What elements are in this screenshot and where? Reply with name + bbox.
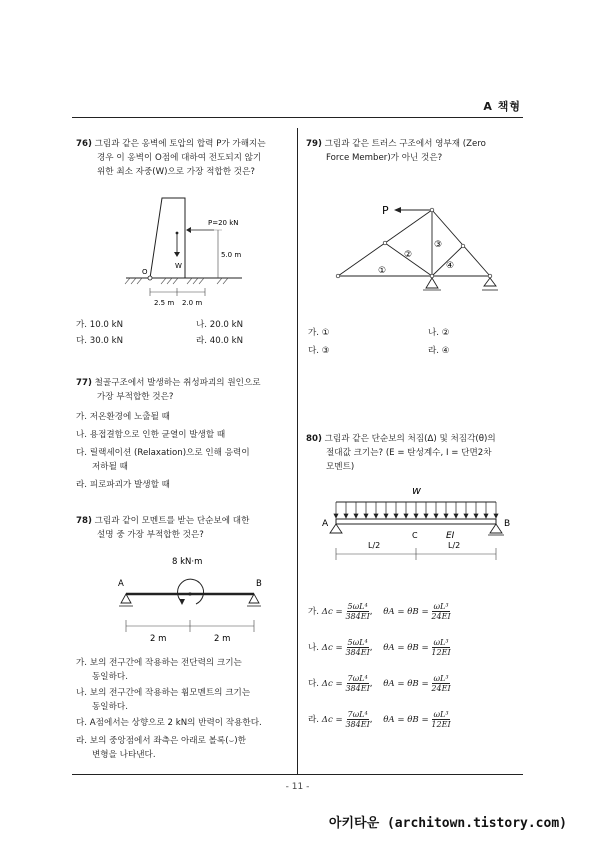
q80-option-a-delta-num: 5ωL⁴ [347, 602, 368, 611]
q77-option-c[interactable]: 다. 릴랙세이션 (Relaxation)으로 인해 응력이 [76, 448, 250, 458]
q77-option-d[interactable]: 라. 피로파괴가 발생할 때 [76, 480, 170, 490]
q80-option-a-delta-sym: Δc = [321, 607, 343, 617]
q80-option-c-theta-frac [431, 674, 450, 693]
load-arrow-head [424, 514, 428, 518]
q78-option-b-cont: 동일하다. [92, 702, 128, 712]
q80-option-b-delta-num: 5ωL⁴ [347, 638, 368, 647]
q80-point-c: C [412, 531, 418, 540]
q78-dim-2: 2 m [214, 634, 231, 644]
q76-stem [76, 137, 292, 179]
q80-option-a-delta-frac [345, 602, 369, 621]
q79-member-4: ④ [446, 261, 455, 271]
q80-option-c-theta-sym: θA = θB = [383, 679, 429, 689]
q80-beam-figure [316, 482, 522, 574]
q79-stem [306, 137, 526, 165]
q76-retaining-wall-figure [122, 190, 282, 310]
q79-line-1: 그림과 같은 트러스 구조에서 영부재 (Zero [324, 139, 486, 149]
load-arrow-head [414, 514, 418, 518]
q80-option-a-delta-den: 384EI [345, 612, 370, 621]
q80-line-3: 모멘트) [326, 462, 355, 472]
q79-load-p: P [382, 204, 389, 217]
footer-rule [72, 774, 523, 775]
q80-option-b[interactable]: 나. Δc = $\frac{\text{5ωL⁴}}{384EI}$ , θA = θB = $\frac{\text{ωL³}}{12EI}$ [308, 638, 451, 657]
q77-option-c-cont: 저하될 때 [92, 462, 128, 472]
q80-option-d-theta-sym: θA = θB = [383, 715, 429, 725]
q80-option-b-theta-sym: θA = θB = [383, 643, 429, 653]
q80-dim-1: L/2 [368, 541, 381, 550]
q78-number: 78) [76, 516, 92, 526]
q80-option-d-theta-den: 12EI [431, 720, 451, 729]
q79-option-a[interactable]: 가. ① [308, 328, 330, 338]
load-arrow-head [464, 514, 468, 518]
q76-line-1: 그림과 같은 옹벽에 토압의 합력 P가 가해지는 [94, 139, 266, 149]
q76-option-a[interactable]: 가. 10.0 kN [76, 320, 124, 330]
q78-point-a: A [118, 579, 124, 589]
q76-option-c[interactable]: 다. 30.0 kN [76, 336, 124, 346]
q80-option-a-theta-frac [431, 602, 450, 621]
load-arrow-head [454, 514, 458, 518]
q78-option-b[interactable]: 나. 보의 전구간에 작용하는 휨모멘트의 크기는 [76, 688, 251, 698]
q79-member-2: ② [404, 250, 413, 260]
q78-option-d[interactable]: 라. 보의 중앙점에서 좌측은 아래로 볼록(⌣)한 [76, 736, 246, 746]
q80-point-b: B [504, 519, 511, 529]
q76-force-label: P=20 kN [208, 219, 239, 227]
q77-number: 77) [76, 378, 92, 388]
load-arrow-head [394, 514, 398, 518]
q80-option-b-delta-sym: Δc = [321, 643, 343, 653]
q80-line-1: 그림과 같은 단순보의 처짐(Δ) 및 처짐각(θ)의 [324, 434, 496, 444]
q80-ei-label: EI [446, 531, 455, 541]
q77-stem [76, 376, 292, 404]
header-rule [72, 117, 523, 118]
q80-option-c-delta-sym: Δc = [321, 679, 343, 689]
q78-dim-1: 2 m [150, 634, 167, 644]
q77-line-2: 가장 부적합한 것은? [97, 392, 174, 402]
q79-option-b[interactable]: 나. ② [428, 328, 450, 338]
load-arrow-head [364, 514, 368, 518]
q80-option-d-label: 라. [308, 715, 320, 725]
load-arrow-head [444, 514, 448, 518]
watermark-text: 아키타운 (architown.tistory.com) [328, 816, 567, 831]
q78-moment-label: 8 kN·m [172, 557, 203, 567]
q77-option-a[interactable]: 가. 저온환경에 노출될 때 [76, 412, 170, 422]
q77-option-b[interactable]: 나. 용접결함으로 인한 균열이 발생할 때 [76, 430, 226, 440]
q80-stem [306, 432, 530, 474]
q80-option-d-theta-num: ωL³ [433, 710, 449, 719]
q76-option-d[interactable]: 라. 40.0 kN [196, 336, 244, 346]
q79-line-2: Force Member)가 아닌 것은? [326, 153, 443, 163]
q78-beam-figure [110, 552, 280, 647]
q80-option-a-theta-den: 24EI [431, 612, 451, 621]
load-arrow-head [384, 514, 388, 518]
q80-option-d-delta-sym: Δc = [321, 715, 343, 725]
load-arrow-head [404, 514, 408, 518]
q80-option-a-label: 가. [308, 607, 320, 617]
q80-line-2: 절대값 크기는? (E = 탄성계수, I = 단면2차 [326, 448, 492, 458]
load-arrow-head [334, 514, 338, 518]
q76-dim-1: 2.5 m [154, 299, 175, 307]
load-arrow-head [354, 514, 358, 518]
q78-line-2: 설명 중 가장 부적합한 것은? [97, 530, 204, 540]
q78-option-a-cont: 동일하다. [92, 672, 128, 682]
booklet-type-label: A 책형 [483, 100, 521, 113]
q79-truss-figure [330, 198, 510, 298]
q80-option-c[interactable]: 다. Δc = $\frac{\text{7ωL⁴}}{384EI}$ , θA = θB = $\frac{\text{ωL³}}{24EI}$ [308, 674, 451, 693]
q80-option-d-theta-frac [431, 710, 450, 729]
q78-point-b: B [256, 579, 262, 589]
q80-option-d-delta-frac [345, 710, 369, 729]
q80-option-a-theta-sym: θA = θB = [383, 607, 429, 617]
q80-option-b-delta-den: 384EI [345, 648, 370, 657]
load-arrow-head [474, 514, 478, 518]
q78-option-d-cont: 변형을 나타낸다. [92, 750, 156, 760]
q79-member-3: ③ [434, 240, 443, 250]
load-arrow-head [434, 514, 438, 518]
q76-weight-label: W [175, 262, 182, 270]
q76-height-label: 5.0 m [221, 251, 242, 259]
q80-option-a-theta-num: ωL³ [433, 602, 449, 611]
q79-option-d[interactable]: 라. ④ [428, 346, 450, 356]
q78-stem [76, 514, 292, 542]
q78-option-a[interactable]: 가. 보의 전구간에 작용하는 전단력의 크기는 [76, 658, 242, 668]
q80-option-c-label: 다. [308, 679, 320, 689]
q80-option-b-theta-den: 12EI [431, 648, 451, 657]
q80-dim-2: L/2 [448, 541, 461, 550]
q80-option-b-delta-frac [345, 638, 369, 657]
q76-dim-2: 2.0 m [182, 299, 203, 307]
q78-option-c[interactable]: 다. A점에서는 상향으로 2 kN의 반력이 작용한다. [76, 718, 262, 728]
load-arrow-head [344, 514, 348, 518]
q76-number: 76) [76, 139, 92, 149]
load-arrow-head [494, 514, 498, 518]
q79-number: 79) [306, 139, 322, 149]
column-divider [297, 128, 298, 774]
page-number: - 11 - [285, 782, 310, 792]
q76-option-b[interactable]: 나. 20.0 kN [196, 320, 244, 330]
q79-option-c[interactable]: 다. ③ [308, 346, 330, 356]
q78-line-1: 그림과 같이 모멘트를 받는 단순보에 대한 [94, 516, 250, 526]
q80-option-d-delta-den: 384EI [345, 720, 370, 729]
q76-point-o: O [142, 268, 148, 276]
q80-option-b-theta-frac [431, 638, 450, 657]
q80-option-b-label: 나. [308, 643, 320, 653]
load-arrow-head [374, 514, 378, 518]
q80-option-c-delta-den: 384EI [345, 684, 370, 693]
q80-option-d[interactable]: 라. Δc = $\frac{\text{7ωL⁴}}{384EI}$ , θA = θB = $\frac{\text{ωL³}}{12EI}$ [308, 710, 451, 729]
q80-load-w: w [412, 484, 421, 497]
q79-member-1: ① [378, 266, 387, 276]
q80-option-b-theta-num: ωL³ [433, 638, 449, 647]
q80-option-c-delta-num: 7ωL⁴ [347, 674, 368, 683]
q80-option-c-theta-num: ωL³ [433, 674, 449, 683]
q76-line-3: 위한 최소 자중(W)으로 가장 적합한 것은? [97, 167, 255, 177]
q80-option-c-theta-den: 24EI [431, 684, 451, 693]
q80-option-a[interactable]: 가. Δc = $\frac{\text{5ωL⁴}}{384EI}$ , θA = θB = $\frac{\text{ωL³}}{24EI}$ [308, 602, 451, 621]
q80-option-d-delta-num: 7ωL⁴ [347, 710, 368, 719]
q76-line-2: 경우 이 옹벽이 O점에 대하여 전도되지 않기 [97, 153, 262, 163]
load-arrow-head [484, 514, 488, 518]
q80-point-a: A [322, 519, 329, 529]
q80-number: 80) [306, 434, 322, 444]
q77-line-1: 철골구조에서 발생하는 취성파괴의 원인으로 [94, 378, 261, 388]
q80-option-c-delta-frac [345, 674, 369, 693]
